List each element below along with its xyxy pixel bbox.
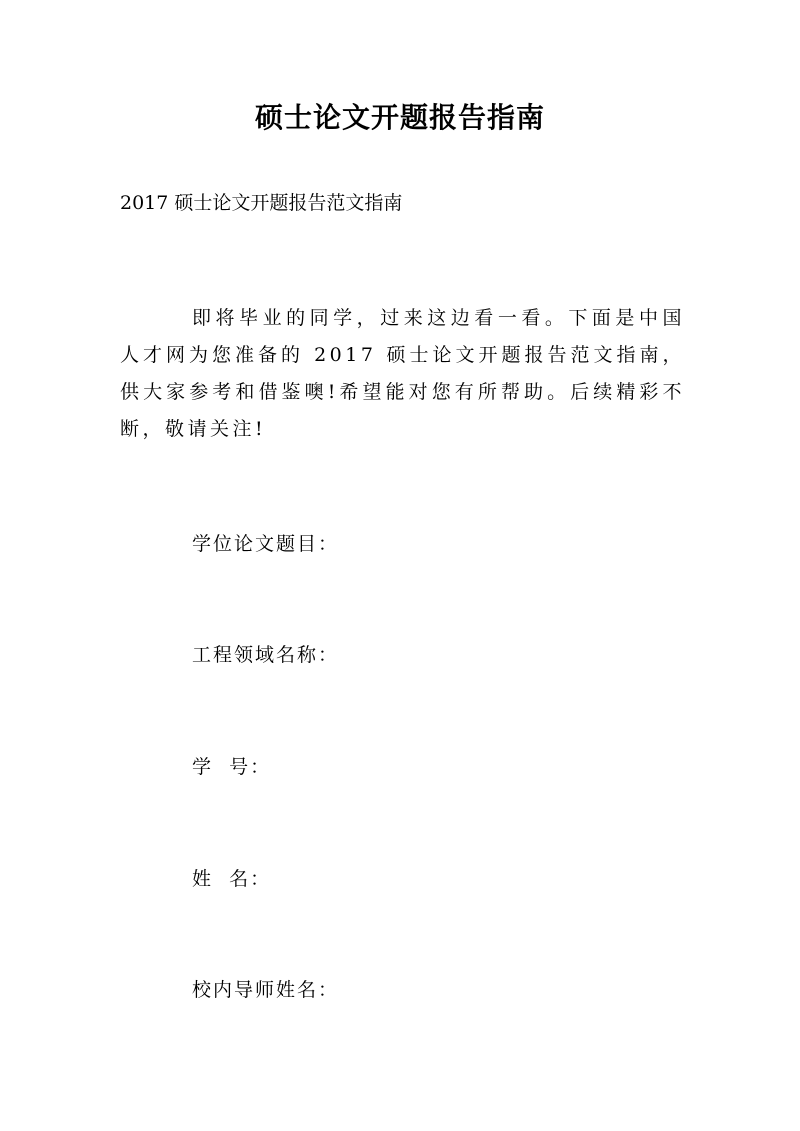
document-subtitle: 2017 硕士论文开题报告范文指南 — [120, 192, 403, 214]
intro-paragraph: 即将毕业的同学，过来这边看一看。下面是中国人才网为您准备的 2017 硕士论文开题报告范文指南，供大家参考和借鉴噢!希望能对您有所帮助。后续精彩不断，敬请关注! — [120, 307, 685, 440]
field-advisor-name: 校内导师姓名： — [192, 979, 340, 1001]
field-name: 姓 名： — [192, 868, 272, 890]
document-title: 硕士论文开题报告指南 — [254, 101, 545, 134]
field-thesis-title: 学位论文题目： — [192, 533, 340, 555]
field-engineering-domain: 工程领域名称： — [192, 644, 340, 666]
field-student-id: 学 号： — [192, 756, 272, 778]
